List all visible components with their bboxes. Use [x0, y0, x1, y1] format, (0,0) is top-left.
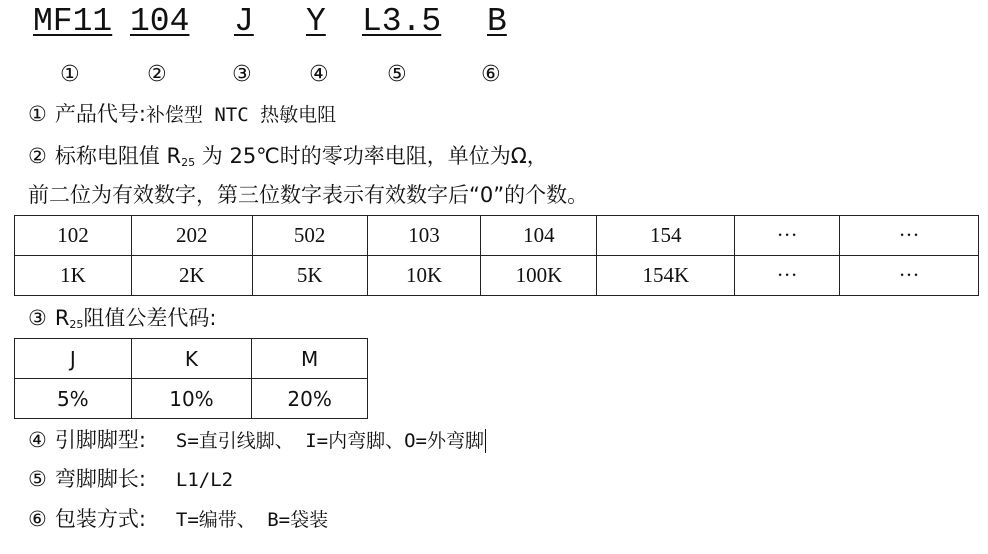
table-cell: 102 [15, 216, 132, 256]
line-marker: ② [28, 144, 47, 168]
line-text-b: 为 25℃时的零功率电阻，单位为Ω， [195, 144, 548, 168]
line-marker: ① [28, 102, 47, 126]
line-value: L1/L2 [175, 469, 234, 491]
table-cell: 20% [252, 379, 368, 419]
marker-3: ③ [232, 62, 252, 87]
marker-5: ⑤ [387, 62, 407, 87]
table-cell: 502 [252, 216, 367, 256]
line-label: 引脚脚型: [54, 428, 146, 452]
table-cell: 10K [367, 256, 481, 296]
line-marker: ④ [28, 428, 47, 452]
code-lead-type: Y [306, 3, 326, 40]
line-marker: ⑤ [28, 467, 47, 491]
code-packaging: B [487, 3, 507, 40]
line-marker: ③ [28, 306, 47, 330]
table-cell: 5K [252, 256, 367, 296]
table-cell: 10% [131, 379, 252, 419]
table-cell: 2K [131, 256, 252, 296]
table-cell: ··· [735, 216, 840, 256]
line-value: 补偿型 NTC 热敏电阻 [145, 104, 337, 126]
table-cell: 100K [481, 256, 597, 296]
table-row [15, 339, 368, 379]
marker-2: ② [147, 62, 167, 87]
table-cell: J [15, 339, 132, 379]
table-row [15, 256, 979, 296]
line-text-a: 标称电阻值 R [54, 144, 182, 168]
table-cell: K [131, 339, 252, 379]
marker-6: ⑥ [481, 62, 501, 87]
table-cell: 104 [481, 216, 597, 256]
code-lead-length: L3.5 [362, 3, 442, 40]
line-label: 包装方式: [54, 507, 146, 531]
table-cell: 5% [15, 379, 132, 419]
table-cell: ··· [840, 256, 979, 296]
marker-4: ④ [309, 62, 329, 87]
marker-1: ① [60, 62, 80, 87]
table-cell: 154 [597, 216, 735, 256]
line-marker: ⑥ [28, 507, 47, 531]
line-label: 产品代号: [54, 102, 146, 126]
table-row [15, 379, 368, 419]
subscript: 25 [69, 318, 84, 331]
tolerance-heading-line [28, 302, 217, 341]
line-text-b: 阻值公差代码: [83, 306, 217, 330]
table-row [15, 216, 979, 256]
resistance-table [14, 215, 979, 296]
code-tolerance: J [234, 3, 254, 40]
table-cell: 154K [597, 256, 735, 296]
table-cell: 202 [131, 216, 252, 256]
tolerance-table [14, 338, 368, 419]
lead-type-line [28, 424, 486, 457]
table-cell: ··· [840, 216, 979, 256]
line-value: T=编带、 B=袋装 [175, 509, 329, 531]
table-cell: ··· [735, 256, 840, 296]
table-cell: M [252, 339, 368, 379]
table-cell: 1K [15, 256, 132, 296]
table-cell: 103 [367, 216, 481, 256]
digit-rule-line: 前二位为有效数字，第三位数字表示有效数字后“0”的个数。 [28, 183, 589, 207]
text-cursor [485, 429, 486, 453]
nominal-resistance-line [28, 140, 548, 179]
product-code-line [28, 98, 336, 131]
line-label: 弯脚脚长: [54, 467, 146, 491]
code-series: MF11 [33, 3, 113, 40]
lead-length-line [28, 463, 233, 496]
subscript: 25 [181, 156, 196, 169]
packaging-line [28, 503, 328, 536]
line-value: S=直引线脚、 I=内弯脚、O=外弯脚 [175, 430, 484, 452]
code-resistance: 104 [130, 3, 190, 40]
line-text-a: R [54, 306, 70, 330]
